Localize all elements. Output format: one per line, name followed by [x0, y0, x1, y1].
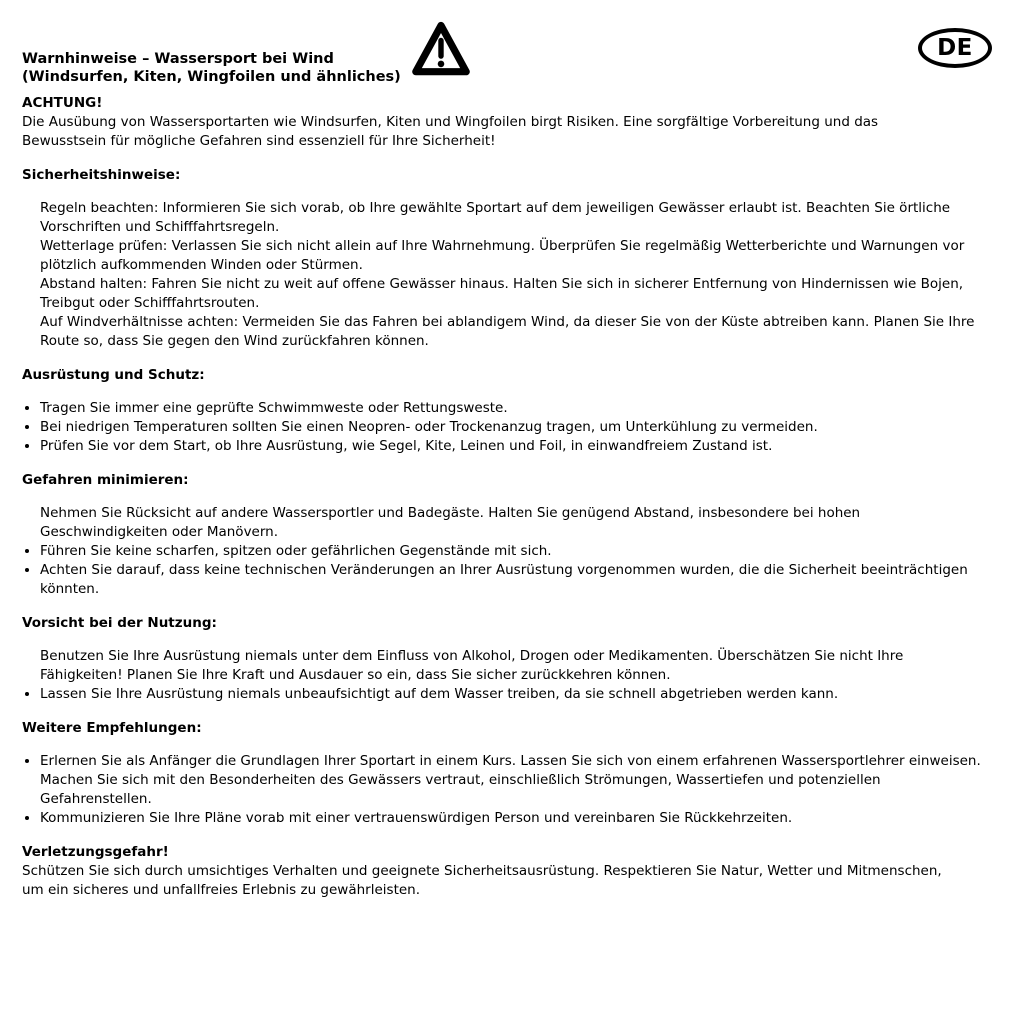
page-title — [22, 30, 401, 87]
section-heading-sicherheitshinweise: Sicherheitshinweise: — [22, 167, 181, 183]
list-item: • Bei niedrigen Temperaturen sollten Sie einen Neopren- oder Trockenanzug tragen, um Unterkühlung zu vermeiden. — [40, 418, 985, 437]
list-item: • Achten Sie darauf, dass keine technischen Veränderungen an Ihrer Ausrüstung vorgenommen wurden, die die Sicherheit beeinträchtigen könnten. — [40, 561, 985, 599]
section-list-vorsicht-bei-der-nutzung — [22, 647, 985, 704]
section-list-ausruestung-und-schutz — [22, 399, 985, 456]
list-item: Wetterlage prüfen: Verlassen Sie sich nicht allein auf Ihre Wahrnehmung. Überprüfen Sie regelmäßig Wetterberichte und Warnungen vor plötzlich aufkommenden Winden oder Stürmen. — [40, 238, 965, 273]
language-badge-label: DE — [937, 34, 973, 61]
list-item: • Erlernen Sie als Anfänger die Grundlagen Ihrer Sportart in einem Kurs. Lassen Sie sich von einem erfahrenen Wassersportlehrer einweisen. — [40, 752, 985, 771]
list-item: Nehmen Sie Rücksicht auf andere Wassersportler und Badegäste. Halten Sie genügend Abstand, insbesondere bei hohen Geschwindigkeiten oder Manövern. — [40, 505, 861, 540]
list-item: • Kommunizieren Sie Ihre Pläne vorab mit einer vertrauenswürdigen Person und vereinbaren Sie Rückkehrzeiten. — [40, 809, 985, 828]
section-list-weitere-empfehlungen — [22, 752, 985, 828]
title-line-1: Warnhinweise – Wassersport bei Wind — [22, 50, 334, 67]
section-heading-vorsicht-bei-der-nutzung: Vorsicht bei der Nutzung: — [22, 615, 217, 631]
outro-body: Schützen Sie sich durch umsichtiges Verhalten und geeignete Sicherheitsausrüstung. Respektieren Sie Natur, Wetter und Mitmenschen, um ein sicheres und unfallfreies Erlebnis zu gewährleisten. — [22, 863, 942, 898]
list-item: Auf Windverhältnisse achten: Vermeiden Sie das Fahren bei ablandigem Wind, da dieser Sie von der Küste abtreiben kann. Planen Sie Ihre Route so, dass Sie gegen den Wind zurückfahren können. — [40, 314, 975, 349]
list-item: Regeln beachten: Informieren Sie sich vorab, ob Ihre gewählte Sportart auf dem jeweiligen Gewässer erlaubt ist. Beachten Sie örtliche Vorschriften und Schifffahrtsregeln. — [40, 200, 951, 235]
list-item: • Tragen Sie immer eine geprüfte Schwimmweste oder Rettungsweste. — [40, 399, 985, 418]
section-heading-weitere-empfehlungen: Weitere Empfehlungen: — [22, 720, 202, 736]
list-item: • Prüfen Sie vor dem Start, ob Ihre Ausrüstung, wie Segel, Kite, Leinen und Foil, in einwandfreiem Zustand ist. — [40, 437, 985, 456]
section-list-gefahren-minimieren — [22, 504, 985, 599]
language-badge — [918, 28, 992, 68]
list-item: • Führen Sie keine scharfen, spitzen oder gefährlichen Gegenstände mit sich. — [40, 542, 985, 561]
section-list-sicherheitshinweise — [22, 199, 985, 351]
section-heading-ausruestung-und-schutz: Ausrüstung und Schutz: — [22, 367, 205, 383]
intro-body: Die Ausübung von Wassersportarten wie Windsurfen, Kiten und Wingfoilen birgt Risiken. Eine sorgfältige Vorbereitung und das Bewusstsein für mögliche Gefahren sind essenziell für Ihre Sicherheit! — [22, 114, 879, 149]
warning-triangle-icon — [411, 20, 471, 79]
intro-heading: ACHTUNG! — [22, 95, 103, 111]
document-header — [22, 20, 992, 86]
list-item: Abstand halten: Fahren Sie nicht zu weit auf offene Gewässer hinaus. Halten Sie sich in sicherer Entfernung von Hindernissen wie Bojen, Treibgut oder Schifffahrtsrouten. — [40, 276, 964, 311]
title-line-2: (Windsurfen, Kiten, Wingfoilen und ähnliches) — [22, 69, 401, 86]
list-item: • Lassen Sie Ihre Ausrüstung niemals unbeaufsichtigt auf dem Wasser treiben, da sie schnell abgetrieben werden kann. — [40, 685, 985, 704]
section-heading-gefahren-minimieren: Gefahren minimieren: — [22, 472, 189, 488]
outro-heading: Verletzungsgefahr! — [22, 844, 169, 860]
list-item: Benutzen Sie Ihre Ausrüstung niemals unter dem Einfluss von Alkohol, Drogen oder Medikamenten. Überschätzen Sie nicht Ihre Fähigkeiten! Planen Sie Ihre Kraft und Ausdauer so ein, dass Sie sicher zurückkehren können. — [40, 648, 904, 683]
list-item: Machen Sie sich mit den Besonderheiten des Gewässers vertraut, einschließlich Strömungen, Wassertiefen und potenziellen Gefahrenstellen. — [40, 772, 881, 807]
